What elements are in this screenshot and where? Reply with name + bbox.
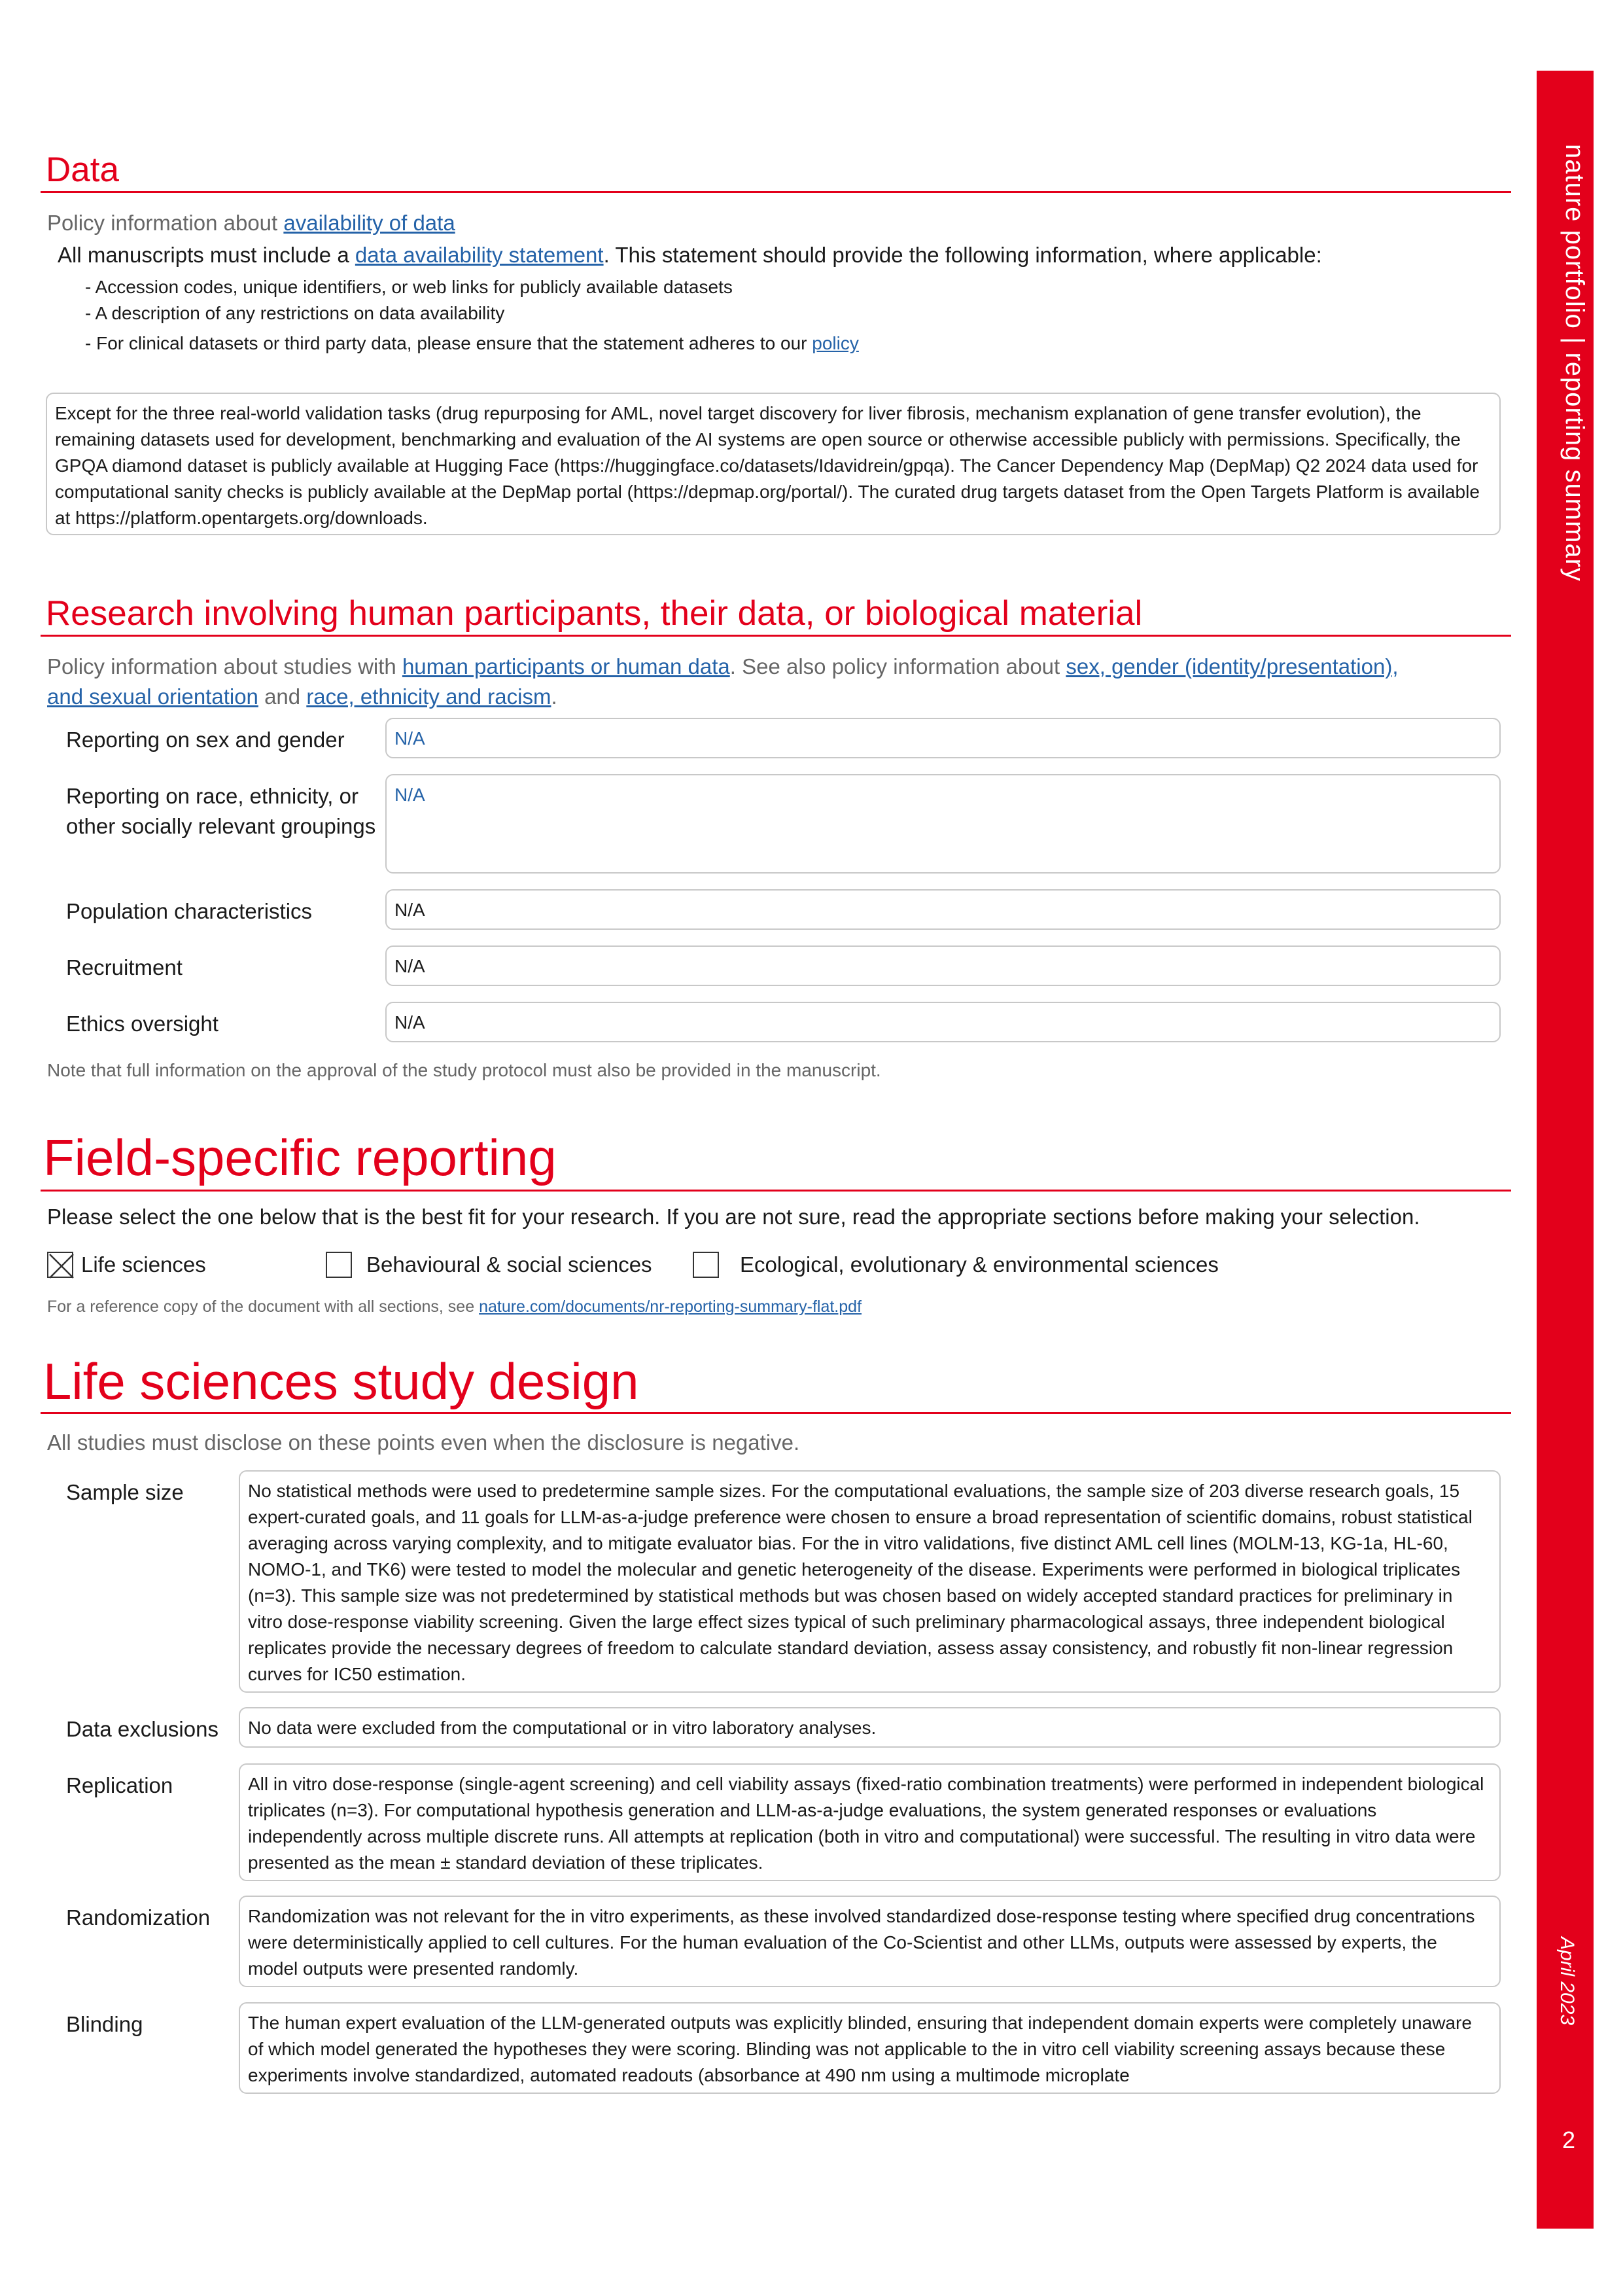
data-availability-field[interactable]: Except for the three real-world validation tasks (drug repurposing for AML, novel target discovery for liver fibrosis, mechanism explanation of gene transfer evolution), the remaining datasets used for development, benchmarking and evaluation of the AI systems are open source or otherwise accessible publicly with permissions. Specifically, the GPQA diamond dataset is publicly available at Hugging Face (https://huggingface.co/datasets/Idavidrein/gpqa). The Cancer Dependency Map (DepMap) Q2 2024 data used for computational sanity checks is publicly available at the DepMap portal (https://depmap.org/portal/). The curated drug targets dataset from the Open Targets Platform is available at https://platform.opentargets.org/downloads.	[46, 393, 1501, 535]
data-must-prefix: All manuscripts must include a	[58, 243, 355, 267]
life-rule	[41, 1412, 1511, 1414]
sex-gender-link[interactable]: sex, gender (identity/presentation),	[1066, 654, 1399, 679]
sex-gender-field[interactable]: N/A	[385, 718, 1501, 758]
human-heading: Research involving human participants, their data, or biological material	[46, 594, 1143, 633]
human-policy-end: .	[551, 684, 557, 709]
sexual-orientation-link[interactable]: and sexual orientation	[47, 684, 258, 709]
blinding-label: Blinding	[66, 2012, 143, 2036]
field-rule	[41, 1190, 1511, 1192]
replication-label: Replication	[66, 1773, 173, 1797]
availability-of-data-link[interactable]: availability of data	[283, 211, 455, 235]
recruitment-field[interactable]: N/A	[385, 945, 1501, 986]
population-label: Population characteristics	[66, 899, 313, 923]
life-intro: All studies must disclose on these points even when the disclosure is negative.	[47, 1430, 800, 1455]
data-bullet-1: - Accession codes, unique identifiers, or web links for publicly available datasets	[85, 277, 733, 297]
data-exclusions-field[interactable]: No data were excluded from the computational or in vitro laboratory analyses.	[239, 1707, 1501, 1748]
ecological-label: Ecological, evolutionary & environmental sciences	[740, 1252, 1219, 1277]
life-sciences-label: Life sciences	[81, 1252, 206, 1277]
reference-prefix: For a reference copy of the document with all sections, see	[47, 1298, 480, 1316]
human-policy-and: and	[258, 684, 307, 709]
randomization-label: Randomization	[66, 1905, 211, 1930]
field-instruction: Please select the one below that is the best fit for your research. If you are not sure, read the appropriate sections before making your selection.	[47, 1205, 1420, 1229]
data-must-line	[58, 240, 1322, 270]
human-rule	[41, 635, 1511, 637]
data-exclusions-label: Data exclusions	[66, 1717, 218, 1741]
human-policy-line	[47, 652, 1499, 712]
race-ethnicity-link[interactable]: race, ethnicity and racism	[306, 684, 551, 709]
field-heading: Field-specific reporting	[43, 1129, 557, 1186]
blinding-field[interactable]: The human expert evaluation of the LLM-generated outputs was explicitly blinded, ensuring that independent domain experts were completely unaware of which model generated the hypotheses they were scoring. Blinding was not applicable to the in vitro cell viability screening assays because these experiments involve standardized, automated readouts (absorbance at 490 nm using a multimode microplate	[239, 2002, 1501, 2094]
page-number: 2	[1562, 2127, 1576, 2153]
race-ethnicity-label: Reporting on race, ethnicity, or other socially relevant groupings	[66, 784, 376, 838]
data-heading: Data	[46, 150, 119, 189]
data-policy-line	[47, 208, 455, 238]
sex-gender-label: Reporting on sex and gender	[66, 728, 345, 752]
sidebar-title: nature portfolio | reporting summary	[1560, 144, 1589, 582]
ethics-label: Ethics oversight	[66, 1012, 218, 1036]
policy-link[interactable]: policy	[812, 333, 859, 353]
data-policy-prefix: Policy information about	[47, 211, 284, 235]
life-sciences-checkbox[interactable]	[47, 1252, 73, 1278]
sample-size-label: Sample size	[66, 1480, 184, 1504]
reference-link[interactable]: nature.com/documents/nr-reporting-summary-flat.pdf	[479, 1298, 862, 1316]
population-field[interactable]: N/A	[385, 889, 1501, 930]
data-availability-statement-link[interactable]: data availability statement	[355, 243, 604, 267]
recruitment-label: Recruitment	[66, 955, 183, 980]
ecological-checkbox[interactable]	[693, 1252, 719, 1278]
data-bullet-3-text: - For clinical datasets or third party data, please ensure that the statement adheres to our	[85, 333, 812, 353]
checked-x-icon	[48, 1253, 75, 1279]
randomization-field[interactable]: Randomization was not relevant for the in vitro experiments, as these involved standardized dose-response testing where specified drug concentrations were deterministically applied to cell cultures. For the human evaluation of the Co-Scientist and other LLMs, outputs were assessed by experts, the model outputs were presented randomly.	[239, 1896, 1501, 1987]
human-policy-prefix: Policy information about studies with	[47, 654, 402, 679]
life-heading: Life sciences study design	[43, 1352, 639, 1410]
human-policy-mid: . See also policy information about	[729, 654, 1066, 679]
replication-field[interactable]: All in vitro dose-response (single-agent screening) and cell viability assays (fixed-ratio combination treatments) were performed in independent biological triplicates (n=3). For computational hypothesis generation and LLM-as-a-judge evaluations, the system generated responses or evaluations independently across multiple discrete runs. All attempts at replication (both in vitro and computational) were successful. The resulting in vitro data were presented as the mean ± standard deviation of these triplicates.	[239, 1763, 1501, 1881]
behavioural-label: Behavioural & social sciences	[366, 1252, 652, 1277]
sample-size-field[interactable]: No statistical methods were used to predetermine sample sizes. For the computational evaluations, the sample size of 203 diverse research goals, 15 expert-curated goals, and 11 goals for LLM-as-a-judge preference were chosen to ensure a broad representation of scientific domains, robust statistical averaging across varying complexity, and to mitigate evaluator bias. For the in vitro validations, five distinct AML cell lines (MOLM-13, KG-1a, HL-60, NOMO-1, and TK6) were tested to model the molecular and genetic heterogeneity of the disease. Experiments were performed in biological triplicates (n=3). This sample size was not predetermined by statistical methods but was chosen based on widely accepted standard practices for preliminary in vitro dose-response viability screening. Given the large effect sizes typical of such preliminary pharmacological assays, three independent biological replicates provide the necessary degrees of freedom to calculate standard deviation, assess assay consistency, and robustly fit non-linear regression curves for IC50 estimation.	[239, 1470, 1501, 1693]
human-note: Note that full information on the approval of the study protocol must also be provided in the manuscript.	[47, 1060, 881, 1080]
behavioural-checkbox[interactable]	[326, 1252, 352, 1278]
sidebar-date: April 2023	[1556, 1937, 1578, 2026]
human-participants-link[interactable]: human participants or human data	[402, 654, 730, 679]
data-rule	[41, 191, 1511, 193]
data-must-suffix: . This statement should provide the following information, where applicable:	[603, 243, 1322, 267]
ethics-field[interactable]: N/A	[385, 1002, 1501, 1042]
data-bullet-2: - A description of any restrictions on data availability	[85, 303, 505, 323]
data-bullet-3	[85, 330, 859, 357]
reference-line	[47, 1294, 862, 1320]
race-ethnicity-field[interactable]: N/A	[385, 774, 1501, 874]
